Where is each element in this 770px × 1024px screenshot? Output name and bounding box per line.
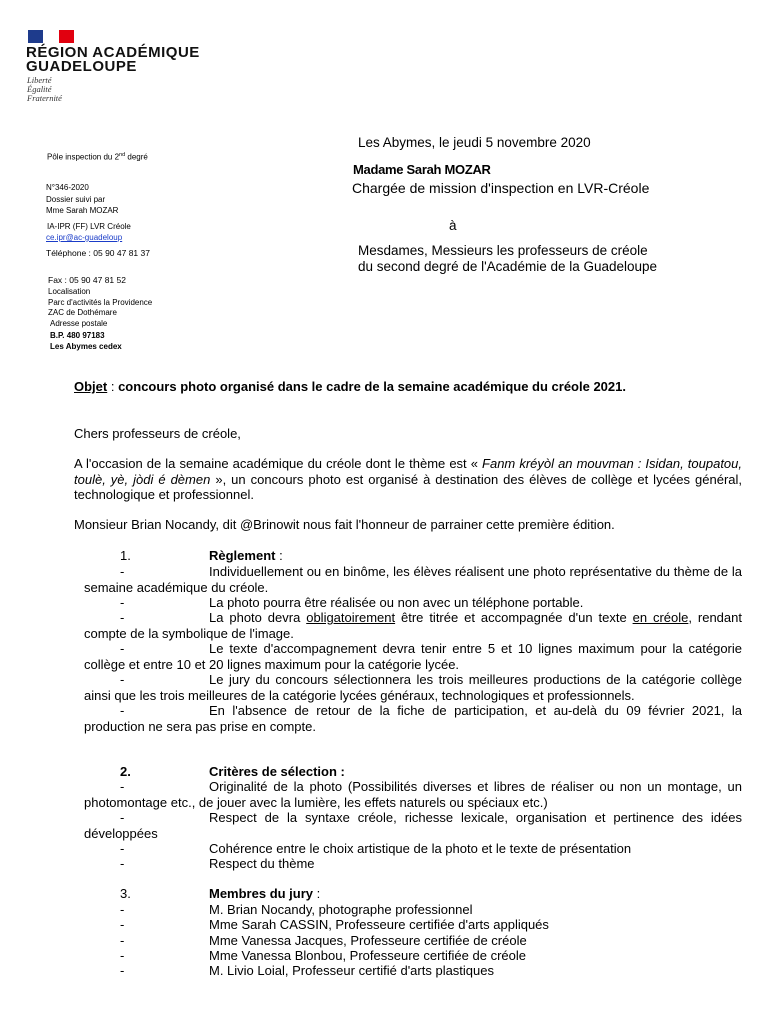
motto-liberte: Liberté <box>27 75 52 85</box>
fax: Fax : 05 90 47 81 52 <box>48 275 126 285</box>
bullet-dash: - <box>120 810 125 825</box>
bullet-dash: - <box>120 564 125 579</box>
bullet-dash: - <box>120 841 125 856</box>
bullet-dash: - <box>120 703 125 718</box>
rule-item-4: Le texte d'accompagnement devra tenir entre 5 et 10 lignes maximum pour la catégorie collège et entre 10 et 20 lignes maximum pour la catégorie lycée. <box>84 641 742 672</box>
pole-inspection: Pôle inspection du 2nd degré <box>47 152 148 162</box>
section1-number: 1. <box>120 548 131 563</box>
phone: Téléphone : 05 90 47 81 37 <box>46 248 150 258</box>
rule-item-2: La photo pourra être réalisée ou non avec un téléphone portable. <box>209 595 584 610</box>
org-name-line2: GUADELOUPE <box>26 58 137 75</box>
bullet-dash: - <box>120 933 125 948</box>
jury-member-5: M. Livio Loial, Professeur certifié d'arts plastiques <box>209 963 494 978</box>
jury-member-2: Mme Sarah CASSIN, Professeure certifiée d'arts appliqués <box>209 917 549 932</box>
sender-role: IA-IPR (FF) LVR Créole <box>47 222 131 231</box>
intro-paragraph: A l'occasion de la semaine académique du créole dont le thème est « Fanm kréyòl an mouvman : Isidan, toupatou, toulè, yè, jòdi é dèmen », un concours photo est organisé à destination des élèves de collège et lycées général, technologique et professionnel. <box>74 456 743 502</box>
email-link[interactable]: ce.ipr@ac-guadeloup <box>46 233 123 242</box>
a-to: à <box>449 218 457 233</box>
bullet-dash: - <box>120 641 125 656</box>
recipient-name: Madame Sarah MOZAR <box>353 162 491 177</box>
jury-member-4: Mme Vanessa Blonbou, Professeure certifiée de créole <box>209 948 526 963</box>
bullet-dash: - <box>120 610 125 625</box>
sponsor-paragraph: Monsieur Brian Nocandy, dit @Brinowit nous fait l'honneur de parrainer cette première édition. <box>74 517 615 532</box>
addressee-line2: du second degré de l'Académie de la Guadeloupe <box>358 259 658 274</box>
motto-fraternite: Fraternité <box>27 93 62 103</box>
criteria-item-1: Originalité de la photo (Possibilités diverses et libres de réaliser ou non un montage, un photomontage etc., de jouer avec la lumière, les effets naturels ou spéciaux etc.) <box>84 779 742 810</box>
bullet-dash: - <box>120 963 125 978</box>
rule-item-6: En l'absence de retour de la fiche de participation, et au-delà du 09 février 2021, la production ne sera pas prise en compte. <box>84 703 742 734</box>
criteria-item-2: Respect de la syntaxe créole, richesse lexicale, organisation et pertinence des idées développées <box>84 810 742 841</box>
bullet-dash: - <box>120 902 125 917</box>
bullet-dash: - <box>120 917 125 932</box>
greeting: Chers professeurs de créole, <box>74 426 241 441</box>
addressee-line1: Mesdames, Messieurs les professeurs de créole <box>358 243 648 258</box>
zac-address: ZAC de Dothémare <box>48 308 117 317</box>
section2-title: Critères de sélection : <box>209 764 345 779</box>
date-line: Les Abymes, le jeudi 5 novembre 2020 <box>358 135 591 150</box>
objet-line: Objet : concours photo organisé dans le cadre de la semaine académique du créole 2021. <box>74 379 626 394</box>
jury-member-1: M. Brian Nocandy, photographe professionnel <box>209 902 473 917</box>
criteria-item-4: Respect du thème <box>209 856 315 871</box>
section2-number: 2. <box>120 764 131 779</box>
localisation-label: Localisation <box>48 287 91 296</box>
suivi-par: Mme Sarah MOZAR <box>46 206 119 215</box>
section3-title: Membres du jury : <box>209 886 321 901</box>
recipient-title: Chargée de mission d'inspection en LVR-Créole <box>352 180 650 196</box>
bullet-dash: - <box>120 779 125 794</box>
parc-address: Parc d'activités la Providence <box>48 298 153 307</box>
section1-title: Règlement : <box>209 548 283 563</box>
motto-egalite: Égalité <box>27 84 52 94</box>
bullet-dash: - <box>120 595 125 610</box>
rule-item-3: La photo devra obligatoirement être titrée et accompagnée d'un texte en créole, rendant compte de la symbolique de l'image. <box>84 610 742 641</box>
org-name-line1: RÉGION ACADÉMIQUE <box>26 44 200 61</box>
reference-number: N°346-2020 <box>46 183 89 192</box>
criteria-item-3: Cohérence entre le choix artistique de la photo et le texte de présentation <box>209 841 632 856</box>
dossier-label: Dossier suivi par <box>46 195 106 204</box>
section3-number: 3. <box>120 886 131 901</box>
city: Les Abymes cedex <box>50 342 122 351</box>
republic-flag-logo <box>28 30 74 43</box>
rule-item-5: Le jury du concours sélectionnera les trois meilleures productions de la catégorie collège ainsi que les trois meilleures de la catégorie lycées généraux, technologiques et professionnels. <box>84 672 742 703</box>
rule-item-1: Individuellement ou en binôme, les élèves réalisent une photo représentative du thème de la semaine académique du créole. <box>84 564 742 595</box>
bullet-dash: - <box>120 672 125 687</box>
jury-member-3: Mme Vanessa Jacques, Professeure certifiée de créole <box>209 933 527 948</box>
bullet-dash: - <box>120 948 125 963</box>
bp: B.P. 480 97183 <box>50 331 105 340</box>
adresse-postale-label: Adresse postale <box>50 319 108 328</box>
bullet-dash: - <box>120 856 125 871</box>
